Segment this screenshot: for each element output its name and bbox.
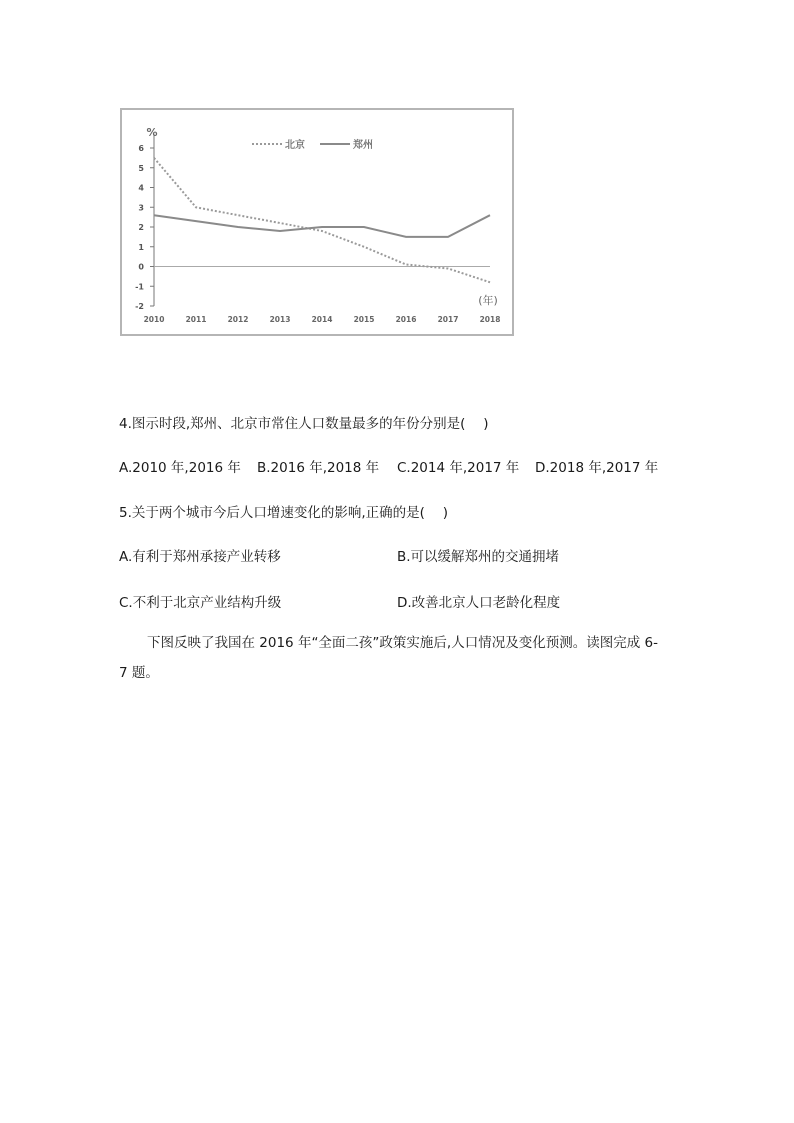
population-growth-chart (120, 108, 514, 336)
y-tick-label: 0 (138, 262, 144, 272)
question-5-option-a: A.有利于郑州承接产业转移 (119, 549, 281, 565)
legend-label-zhengzhou: 郑州 (353, 140, 373, 151)
chart-svg (122, 110, 512, 334)
x-tick-label: 2017 (437, 315, 459, 324)
y-tick-label: 6 (138, 144, 144, 153)
question-5-stem: 5.关于两个城市今后人口增速变化的影响,正确的是( ) (119, 505, 448, 521)
x-tick-label: 2011 (185, 315, 207, 324)
question-5-option-d: D.改善北京人口老龄化程度 (397, 595, 561, 611)
question-4-stem: 4.图示时段,郑州、北京市常住人口数量最多的年份分别是( ) (119, 416, 489, 432)
question-4-option-b: B.2016 年,2018 年 (257, 460, 380, 476)
x-tick-label: 2010 (143, 315, 165, 324)
x-tick-label: 2014 (311, 315, 333, 324)
x-tick-label: 2016 (395, 315, 417, 324)
y-tick-label: 3 (138, 203, 144, 213)
x-axis-label: (年) (478, 294, 498, 307)
x-tick-label: 2018 (479, 315, 501, 324)
y-tick-label: 1 (138, 242, 144, 252)
series-line-beijing (154, 158, 490, 282)
question-4-option-c: C.2014 年,2017 年 (397, 460, 520, 476)
y-axis-label: % (146, 126, 158, 139)
y-tick-label: -1 (135, 282, 144, 292)
question-4-option-a: A.2010 年,2016 年 (119, 460, 241, 476)
legend-label-beijing: 北京 (285, 140, 305, 151)
y-tick-label: -2 (135, 302, 144, 311)
x-tick-label: 2013 (269, 315, 291, 324)
y-tick-label: 2 (138, 223, 144, 232)
question-5-option-c: C.不利于北京产业结构升级 (119, 595, 282, 611)
question-4-option-d: D.2018 年,2017 年 (535, 460, 659, 476)
x-tick-label: 2012 (227, 315, 249, 324)
intro-paragraph-6-7: 下图反映了我国在 2016 年“全面二孩”政策实施后,人口情况及变化预测。读图完成 6-7 题。 (119, 635, 658, 681)
series-line-zhengzhou (154, 215, 490, 237)
y-tick-label: 5 (138, 163, 144, 173)
x-tick-label: 2015 (353, 315, 375, 324)
question-5-option-b: B.可以缓解郑州的交通拥堵 (397, 549, 560, 565)
y-tick-label: 4 (138, 183, 144, 193)
